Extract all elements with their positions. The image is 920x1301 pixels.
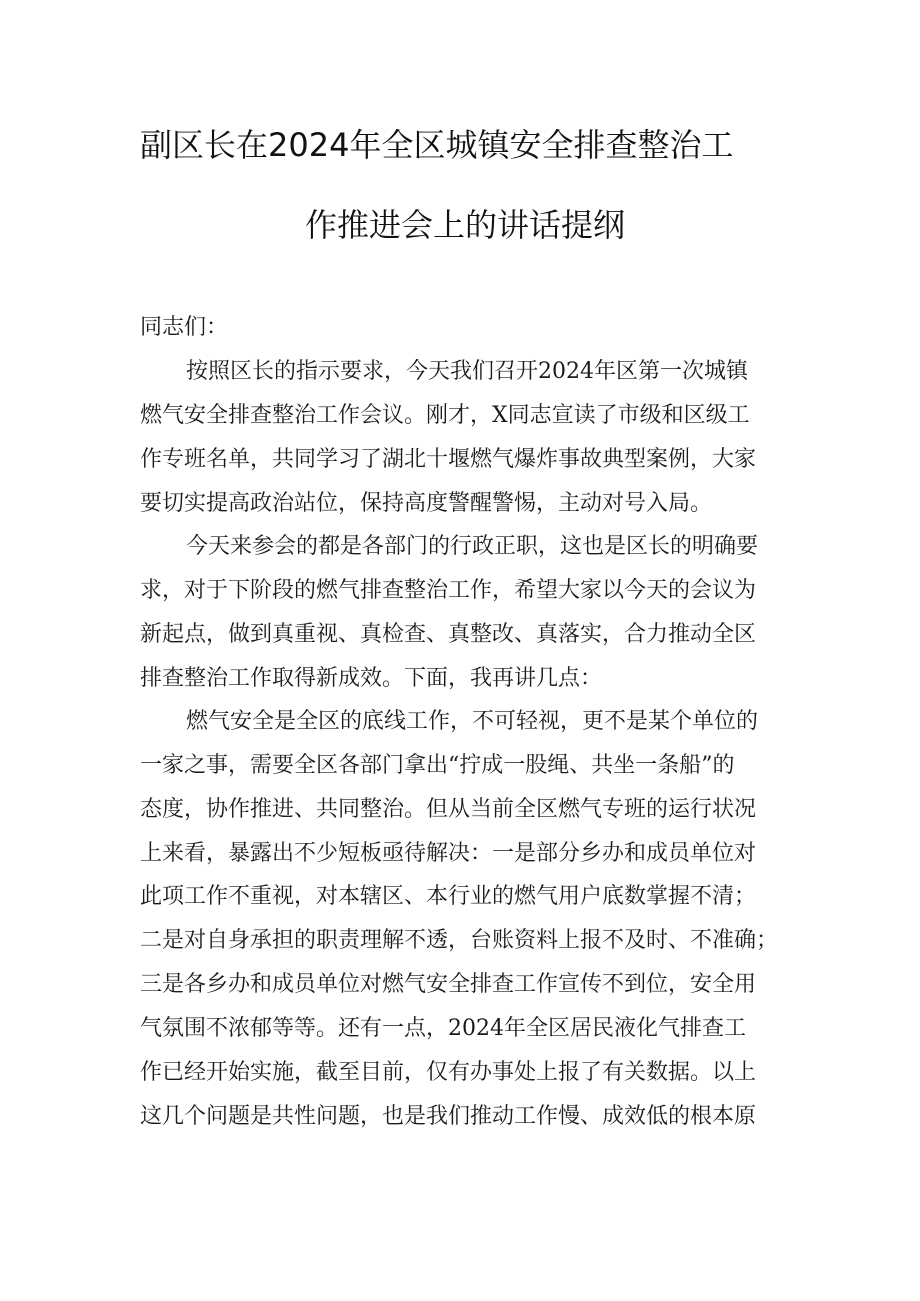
paragraph-line: 求，对于下阶段的燃气排查整治工作，希望大家以今天的会议为 — [140, 578, 757, 603]
paragraph-line: 作专班名单，共同学习了湖北十堰燃气爆炸事故典型案例，大家 — [140, 447, 757, 472]
paragraph-line: 三是各乡办和成员单位对燃气安全排查工作宣传不到位，安全用 — [140, 972, 757, 997]
paragraph-line: 态度，协作推进、共同整治。但从当前全区燃气专班的运行状况 — [140, 797, 757, 822]
paragraph-line: 作已经开始实施，截至目前，仅有办事处上报了有关数据。以上 — [140, 1060, 757, 1085]
paragraph-line: 此项工作不重视，对本辖区、本行业的燃气用户底数掌握不清； — [140, 884, 757, 909]
paragraph-line: 排查整治工作取得新成效。下面，我再讲几点： — [140, 666, 603, 691]
paragraph-line: 气氛围不浓郁等等。还有一点，2024年全区居民液化气排查工 — [140, 1016, 746, 1041]
paragraph-line: 这几个问题是共性问题，也是我们推动工作慢、成效低的根本原 — [140, 1104, 757, 1129]
document-title-line-1: 副区长在2024年全区城镇安全排查整治工 — [140, 126, 734, 164]
paragraph-line: 燃气安全是全区的底线工作，不可轻视，更不是某个单位的 — [186, 709, 759, 734]
paragraph-line: 燃气安全排查整治工作会议。刚才，X同志宣读了市级和区级工 — [140, 403, 750, 428]
paragraph-line: 按照区长的指示要求，今天我们召开2024年区第一次城镇 — [186, 359, 748, 384]
paragraph-line: 上来看，暴露出不少短板亟待解决：一是部分乡办和成员单位对 — [140, 841, 757, 866]
paragraph-line: 新起点，做到真重视、真检查、真整改、真落实，合力推动全区 — [140, 622, 757, 647]
document-title-line-2: 作推进会上的讲话提纲 — [305, 206, 626, 244]
paragraph-line: 要切实提高政治站位，保持高度警醒警惕，主动对号入局。 — [140, 491, 713, 516]
paragraph-line: 今天来参会的都是各部门的行政正职，这也是区长的明确要 — [186, 534, 759, 559]
paragraph-line: 二是对自身承担的职责理解不透，台账资料上报不及时、不准确； — [140, 928, 779, 953]
paragraph-line: 一家之事，需要全区各部门拿出“拧成一股绳、共坐一条船”的 — [140, 753, 735, 778]
salutation: 同志们： — [140, 315, 229, 340]
